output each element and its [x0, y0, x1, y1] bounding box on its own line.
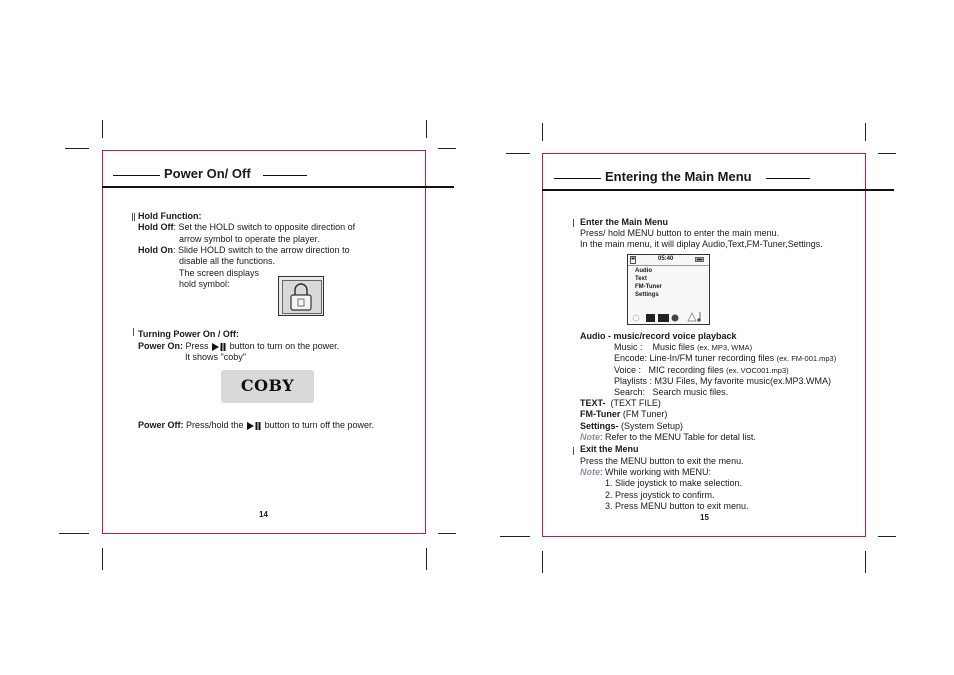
audio-voice-line — [614, 365, 789, 376]
screen-menu-item-settings: Settings — [635, 292, 659, 298]
title-rule-left — [554, 178, 601, 179]
audio-encode-line — [614, 353, 836, 364]
exit-note-line — [580, 467, 711, 478]
power-off-line — [138, 420, 374, 431]
screen-menu-item-text: Text — [635, 276, 647, 282]
crop-mark — [65, 148, 89, 149]
screen-menu-item-audio: Audio — [635, 268, 652, 274]
crop-mark — [59, 533, 89, 534]
lock-icon — [287, 282, 315, 312]
search-text: Search music files. — [652, 387, 729, 397]
power-heading: Turning Power On / Off: — [138, 329, 239, 339]
text-label: TEXT- — [580, 398, 606, 408]
power-on-pre: Press — [185, 341, 209, 351]
settings-label: Settings- — [580, 421, 619, 431]
hold-on-line — [138, 245, 350, 256]
crop-mark — [102, 548, 103, 570]
title-rule-left — [113, 175, 160, 176]
voice-label: Voice : — [614, 365, 642, 375]
encode-label: Encode: — [614, 353, 648, 363]
audio-heading: Audio - music/record voice playback — [580, 331, 737, 341]
hold-off-label: Hold Off — [138, 222, 174, 232]
hold-symbol-text: hold symbol: — [179, 279, 230, 289]
shows-coby-text: It shows "coby" — [185, 352, 246, 362]
voice-example: (ex. VOC001.mp3) — [726, 366, 789, 375]
screen-menu-list — [635, 267, 662, 299]
hold-on-text: : Slide HOLD switch to the arrow direction to — [173, 245, 350, 255]
page-number: 15 — [700, 513, 709, 522]
crop-mark — [878, 536, 896, 537]
coby-logo: COBY — [240, 376, 295, 395]
page-title: Power On/ Off — [164, 166, 251, 181]
title-rule-right — [263, 175, 307, 176]
hold-on-label: Hold On — [138, 245, 173, 255]
text-line — [580, 398, 661, 409]
voice-text: MIC recording files — [648, 365, 724, 375]
crop-mark — [438, 148, 456, 149]
coby-logo-screen — [221, 370, 314, 403]
fm-line — [580, 409, 667, 420]
crop-mark — [426, 120, 427, 138]
screen-icon-bar — [630, 310, 708, 324]
play-pause-icon — [211, 343, 227, 351]
power-off-label: Power Off: — [138, 420, 184, 430]
power-on-label: Power On: — [138, 341, 184, 351]
enter-menu-text-2: In the main menu, it will diplay Audio,Text,FM-Tuner,Settings. — [580, 239, 823, 249]
exit-menu-text: Press the MENU button to exit the menu. — [580, 456, 744, 466]
playlists-text: M3U Files, My favorite music(ex.MP3.WMA) — [654, 376, 832, 386]
encode-example: (ex. FM-001.mp3) — [776, 354, 837, 363]
exit-step-3: 3. Press MENU button to exit menu. — [605, 501, 749, 511]
audio-music-line — [614, 342, 752, 353]
text-desc: (TEXT FILE) — [610, 398, 661, 408]
section-bullet — [573, 219, 574, 227]
note-line — [580, 432, 756, 443]
note-label: Note — [580, 432, 600, 442]
power-on-line — [138, 341, 339, 352]
exit-menu-heading: Exit the Menu — [580, 444, 639, 454]
exit-note-label: Note — [580, 467, 600, 477]
crop-mark — [500, 536, 530, 537]
crop-mark — [506, 153, 530, 154]
power-off-pre: Press/hold the — [186, 420, 244, 430]
crop-mark — [102, 120, 103, 138]
crop-mark — [865, 551, 866, 573]
settings-desc: (System Setup) — [621, 421, 684, 431]
crop-mark — [542, 551, 543, 573]
header-rule — [102, 186, 454, 188]
section-bullet — [133, 328, 134, 336]
hold-off-text-2: arrow symbol to operate the player. — [179, 234, 320, 244]
power-off-post: button to turn off the power. — [264, 420, 375, 430]
fm-label: FM-Tuner — [580, 409, 621, 419]
playlists-label: Playlists : — [614, 376, 653, 386]
battery-icon — [695, 257, 705, 262]
enter-menu-heading: Enter the Main Menu — [580, 217, 669, 227]
screen-time: 05:40 — [658, 256, 674, 262]
exit-step-2: 2. Press joystick to confirm. — [605, 490, 715, 500]
hold-symbol-image — [278, 276, 324, 316]
exit-note-text: : While working with MENU: — [600, 467, 712, 477]
page-number: 14 — [259, 510, 268, 519]
exit-step-1: 1. Slide joystick to make selection. — [605, 478, 743, 488]
crop-mark — [878, 153, 896, 154]
note-text: : Refer to the MENU Table for detal list. — [600, 432, 756, 442]
folder-icon — [630, 256, 636, 264]
audio-playlists-line — [614, 376, 831, 387]
settings-line — [580, 421, 683, 432]
music-example: (ex. MP3, WMA) — [697, 343, 753, 352]
section-bullet — [132, 213, 133, 221]
play-pause-icon — [246, 422, 262, 430]
screen-display-text: The screen displays — [179, 268, 260, 278]
crop-mark — [438, 533, 456, 534]
hold-heading: Hold Function: — [138, 211, 202, 221]
header-rule — [542, 189, 894, 191]
audio-search-line — [614, 387, 728, 398]
device-screen — [627, 254, 710, 325]
hold-off-text: : Set the HOLD switch to opposite direction of — [173, 222, 356, 232]
hold-off-line — [138, 222, 355, 233]
fm-desc: (FM Tuner) — [622, 409, 668, 419]
search-label: Search: — [614, 387, 646, 397]
encode-text: Line-In/FM tuner recording files — [649, 353, 775, 363]
crop-mark — [865, 123, 866, 141]
crop-mark — [426, 548, 427, 570]
page-title: Entering the Main Menu — [605, 169, 752, 184]
power-on-post: button to turn on the power. — [229, 341, 340, 351]
section-bullet — [134, 213, 135, 221]
music-text: Music files — [652, 342, 695, 352]
music-label: Music : — [614, 342, 643, 352]
title-rule-right — [766, 178, 810, 179]
section-bullet — [573, 447, 574, 455]
enter-menu-text-1: Press/ hold MENU button to enter the main menu. — [580, 228, 780, 238]
crop-mark — [542, 123, 543, 141]
screen-menu-item-fm-tuner: FM-Tuner — [635, 284, 662, 290]
hold-on-text-2: disable all the functions. — [179, 256, 276, 266]
